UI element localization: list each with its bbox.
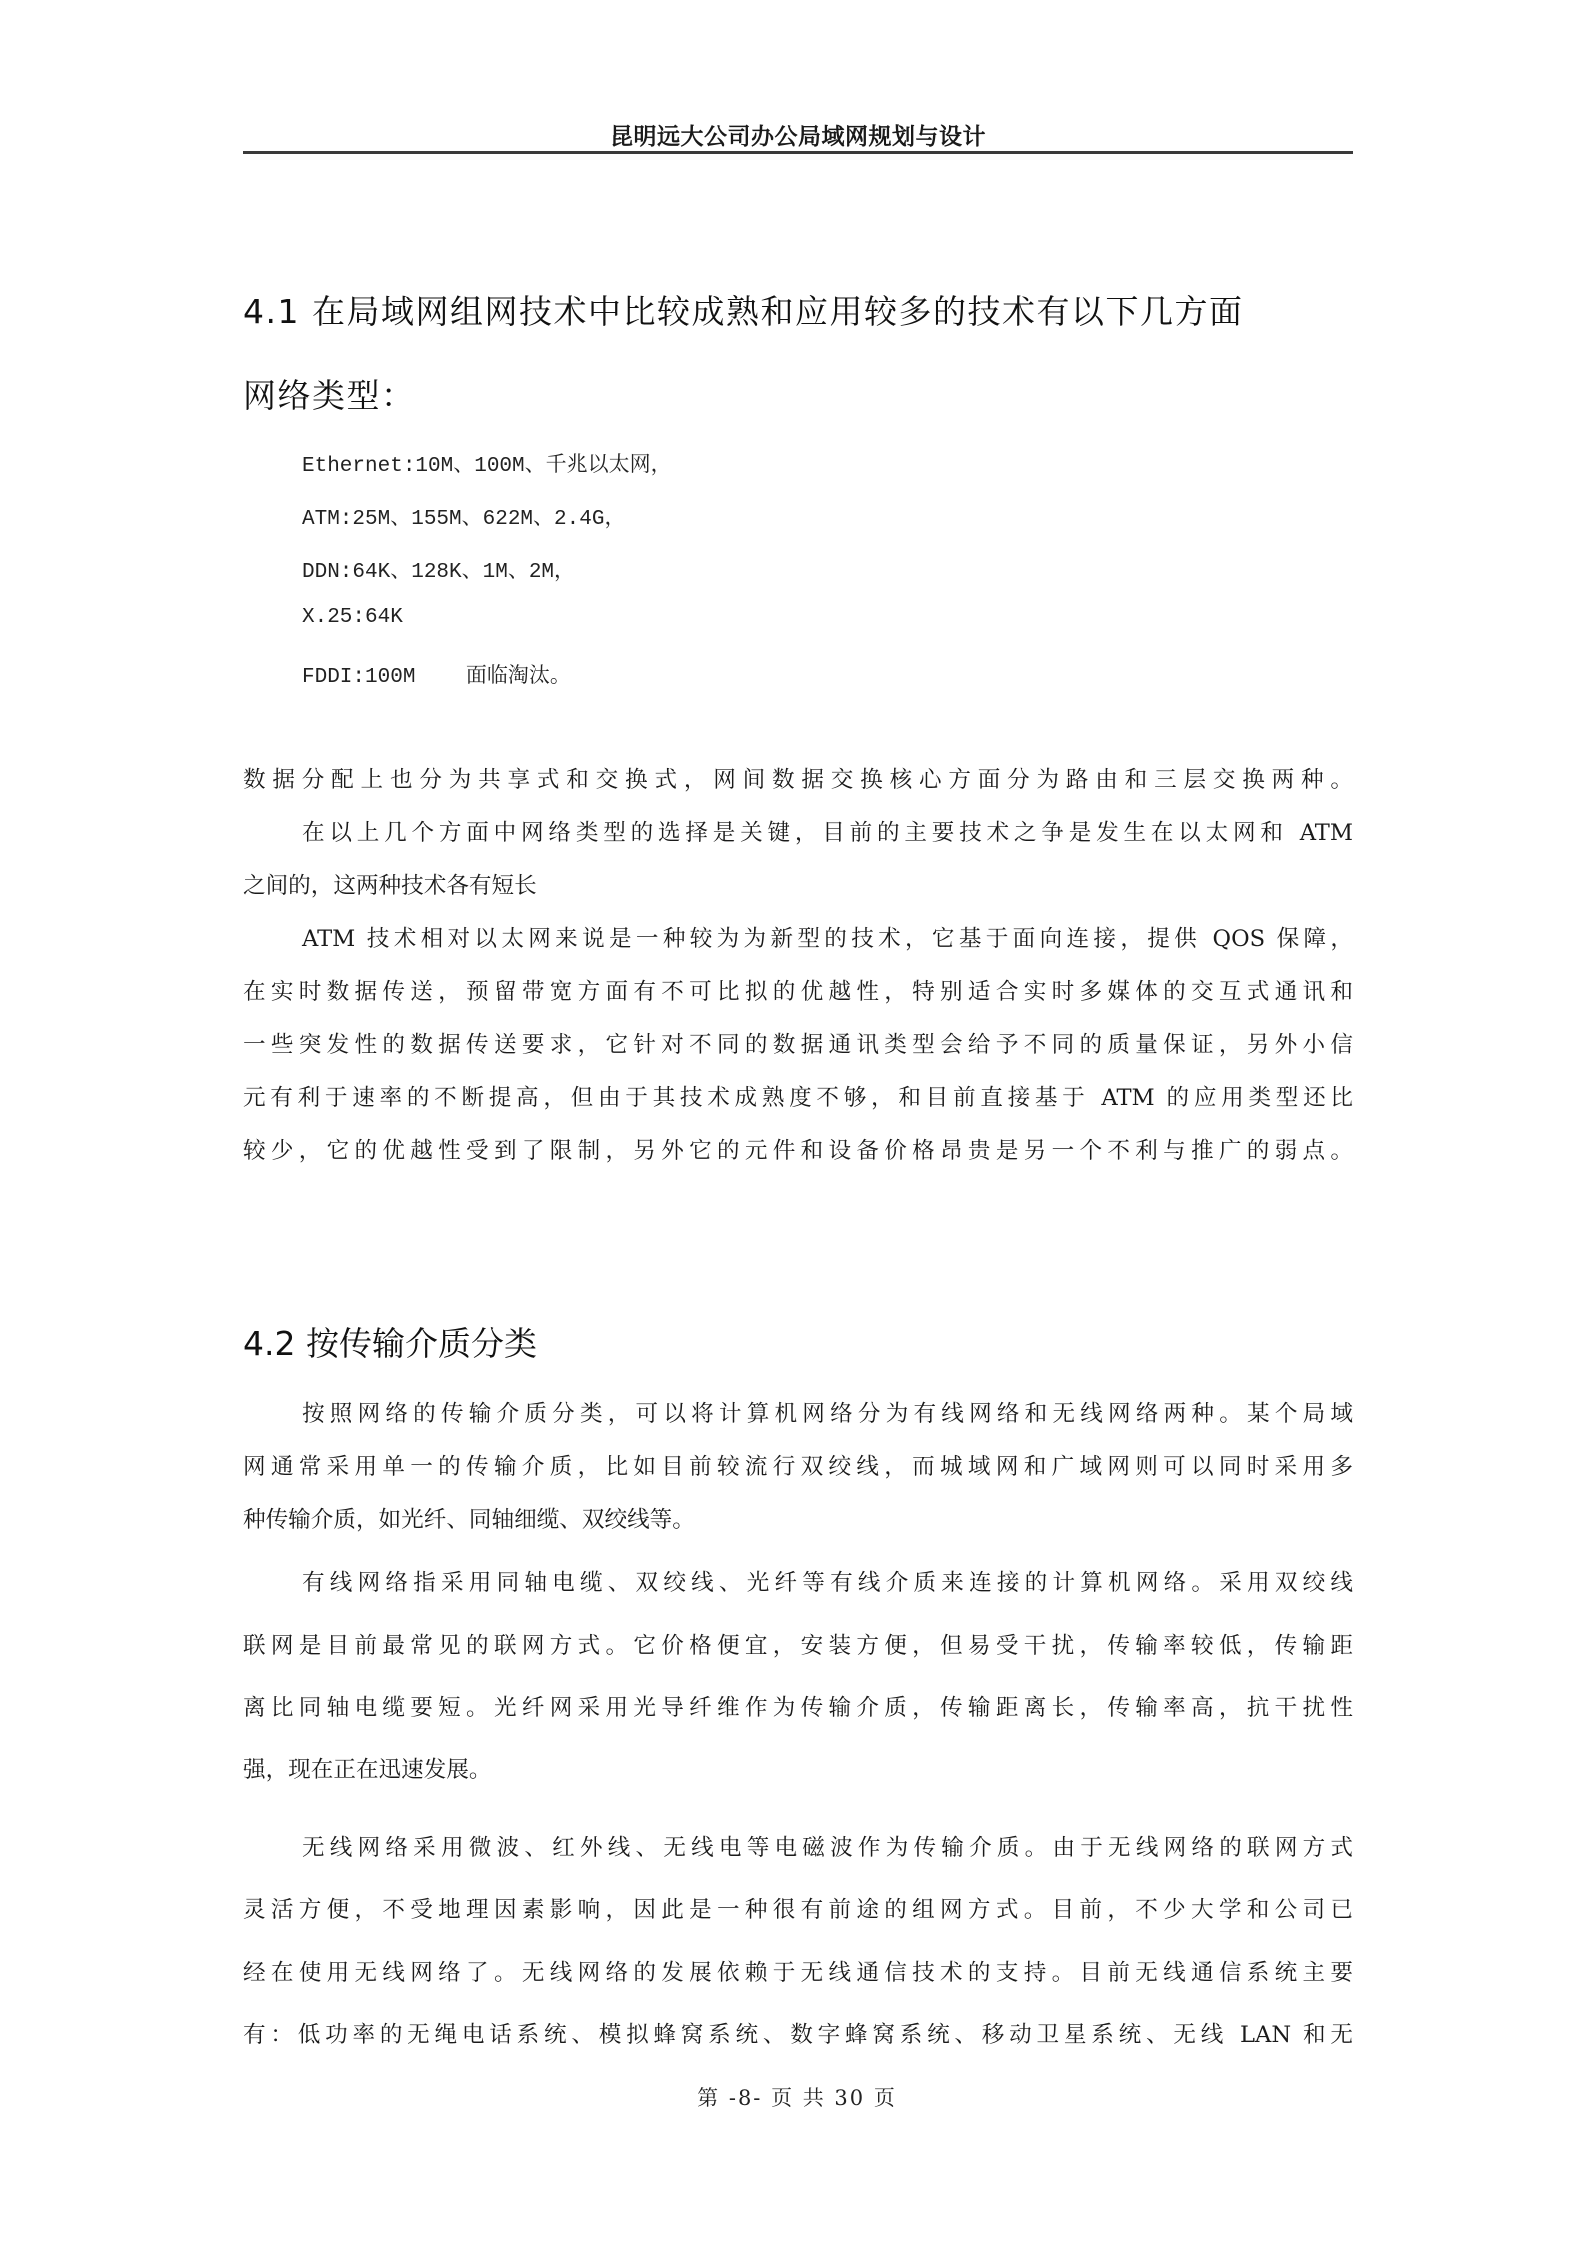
- paragraph-line: 无线网络采用微波、红外线、无线电等电磁波作为传输介质。由于无线网络的联网方式: [302, 1835, 1353, 1861]
- network-type-item: Ethernet:10M、100M、千兆以太网，: [302, 455, 672, 478]
- paragraph-line: 数据分配上也分为共享式和交换式，网间数据交换核心方面分为路由和三层交换两种。: [243, 767, 1353, 793]
- section-heading-4-1-line1: 4.1 在局域网组网技术中比较成熟和应用较多的技术有以下几方面: [243, 292, 1244, 331]
- paragraph-line: 经在使用无线网络了。无线网络的发展依赖于无线通信技术的支持。目前无线通信系统主要: [243, 1960, 1353, 1986]
- paragraph-line: 灵活方便，不受地理因素影响，因此是一种很有前途的组网方式。目前，不少大学和公司已: [243, 1897, 1353, 1923]
- paragraph-line: 有线网络指采用同轴电缆、双绞线、光纤等有线介质来连接的计算机网络。采用双绞线: [302, 1570, 1353, 1596]
- section-heading-4-1-line2: 网络类型：: [243, 376, 416, 415]
- running-header: 昆明远大公司办公局域网规划与设计: [610, 124, 986, 150]
- paragraph-line: 有：低功率的无绳电话系统、模拟蜂窝系统、数字蜂窝系统、移动卫星系统、无线 LAN 和无: [243, 2022, 1353, 2048]
- paragraph-line: 元有利于速率的不断提高，但由于其技术成熟度不够，和目前直接基于 ATM 的应用类型还比: [243, 1085, 1353, 1111]
- header-rule: [243, 151, 1353, 154]
- paragraph-line: ATM 技术相对以太网来说是一种较为为新型的技术，它基于面向连接，提供 QOS 保障，: [302, 926, 1353, 952]
- paragraph-line: 强，现在正在迅速发展。: [243, 1757, 492, 1783]
- paragraph-line: 按照网络的传输介质分类，可以将计算机网络分为有线网络和无线网络两种。某个局域: [302, 1401, 1353, 1427]
- paragraph-line: 在实时数据传送，预留带宽方面有不可比拟的优越性，特别适合实时多媒体的交互式通讯和: [243, 979, 1353, 1005]
- paragraph-line: 种传输介质，如光纤、同轴细缆、双绞线等。: [243, 1507, 695, 1533]
- network-type-item: ATM:25M、155M、622M、2.4G，: [302, 508, 626, 531]
- page-number-footer: 第 -8- 页 共 30 页: [697, 2086, 897, 2110]
- paragraph-line: 离比同轴电缆要短。光纤网采用光导纤维作为传输介质，传输距离长，传输率高，抗干扰性: [243, 1695, 1353, 1721]
- paragraph-line: 之间的，这两种技术各有短长: [243, 873, 537, 899]
- network-type-item: DDN:64K、128K、1M、2M，: [302, 561, 576, 584]
- network-type-item: X.25:64K: [302, 606, 403, 629]
- paragraph-line: 联网是目前最常见的联网方式。它价格便宜，安装方便，但易受干扰，传输率较低，传输距: [243, 1633, 1353, 1659]
- paragraph-line: 网通常采用单一的传输介质，比如目前较流行双绞线，而城域网和广域网则可以同时采用多: [243, 1454, 1353, 1480]
- paragraph-line: 在以上几个方面中网络类型的选择是关键，目前的主要技术之争是发生在以太网和 ATM: [302, 820, 1353, 846]
- network-type-item: FDDI:100M 面临淘汰。: [302, 666, 571, 689]
- paragraph-line: 较少，它的优越性受到了限制，另外它的元件和设备价格昂贵是另一个不利与推广的弱点。: [243, 1138, 1353, 1164]
- section-heading-4-2: 4.2 按传输介质分类: [243, 1324, 537, 1363]
- paragraph-line: 一些突发性的数据传送要求，它针对不同的数据通讯类型会给予不同的质量保证，另外小信: [243, 1032, 1353, 1058]
